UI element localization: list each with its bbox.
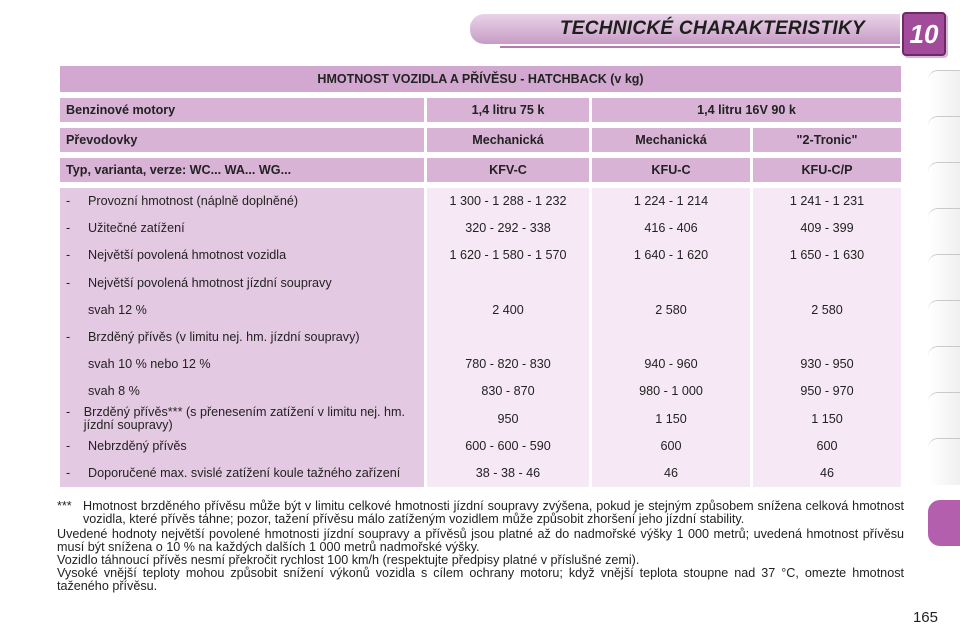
chapter-tab[interactable]: [928, 392, 960, 439]
table-cell: 46: [819, 465, 834, 480]
table-cell: 950 - 970: [800, 384, 854, 399]
type-label: Typ, varianta, verze: WC... WA... WG...: [60, 158, 424, 182]
type-col: KFU-C: [592, 158, 750, 182]
table-cell: 1 620 - 1 580 - 1 570: [449, 248, 567, 263]
values-col-kfv-c: [427, 188, 589, 487]
page-title: TECHNICKÉ CHARAKTERISTIKY: [559, 18, 865, 39]
table-cell: 38 - 38 - 46: [475, 465, 541, 480]
header-underline: [500, 46, 900, 48]
row-label: - Brzděný přívěs*** (s přenesením zatížení v limitu nej. hm. jízdní soupravy): [66, 405, 406, 433]
chapter-badge: 10: [902, 12, 946, 56]
footnote-mark: ***: [57, 499, 72, 513]
chapter-tab[interactable]: [928, 438, 960, 485]
table-row: [60, 98, 901, 122]
table-title: HMOTNOST VOZIDLA A PŘÍVĚSU - HATCHBACK (v kg): [60, 66, 901, 92]
table-cell: [759, 270, 895, 297]
type-col: KFV-C: [427, 158, 589, 182]
notes: [57, 500, 904, 593]
chapter-tab[interactable]: [928, 300, 960, 347]
table-cell: 46: [663, 465, 678, 480]
chapter-tab[interactable]: [928, 70, 960, 117]
page-header: [0, 0, 960, 62]
table-cell: 1 241 - 1 231: [789, 194, 865, 208]
table-cell: 600: [660, 438, 682, 453]
table-cell: 1 300 - 1 288 - 1 232: [449, 194, 567, 208]
chapter-tab[interactable]: [928, 254, 960, 301]
table-cell: 2 580: [655, 302, 687, 317]
engines-label: Benzinové motory: [60, 98, 424, 122]
table-cell: 409 - 399: [800, 221, 854, 236]
table-row: [60, 158, 901, 182]
table-cell: [433, 324, 583, 351]
row-label: - Největší povolená hmotnost jízdní soupravy: [66, 275, 332, 290]
gearbox-col: "2-Tronic": [753, 128, 901, 152]
table-cell: [598, 270, 744, 297]
engine-col: 1,4 litru 75 k: [427, 98, 589, 122]
table-cell: 320 - 292 - 338: [465, 221, 551, 236]
table-cell: 2 580: [811, 302, 843, 317]
chapter-tab[interactable]: [928, 162, 960, 209]
chapter-tab[interactable]: [928, 346, 960, 393]
table-row: [60, 128, 901, 152]
table-cell: [759, 324, 895, 351]
chapter-tab-active[interactable]: [928, 500, 960, 546]
chapter-tab-strip: [928, 70, 960, 590]
values-col-kfu-c: [592, 188, 750, 487]
notes-paragraphs: [57, 528, 904, 593]
table-cell: 1 224 - 1 214: [633, 194, 709, 208]
gearbox-col: Mechanická: [427, 128, 589, 152]
table-cell: 1 650 - 1 630: [789, 248, 865, 263]
table-cell: [433, 270, 583, 297]
row-label: - Užitečné zatížení: [66, 221, 185, 236]
row-label: - Nebrzděný přívěs: [66, 438, 187, 453]
engine-col: 1,4 litru 16V 90 k: [592, 98, 901, 122]
weights-table: [57, 64, 904, 489]
note-temperature: Vysoké vnější teploty mohou způsobit snížení výkonů vozidla s cílem ochrany motoru; když vnější teplota stoupne nad 37 °C, omezte hmotnost taženého přívěsu.: [57, 566, 904, 593]
chapter-tab[interactable]: [928, 208, 960, 255]
row-label: svah 8 %: [88, 384, 140, 399]
table-cell: 2 400: [492, 302, 524, 317]
gearbox-label: Převodovky: [60, 128, 424, 152]
table-cell: 950: [497, 411, 519, 426]
table-cell: 940 - 960: [644, 357, 698, 372]
table-cell: 1 150: [811, 411, 843, 426]
note-altitude: Uvedené hodnoty největší povolené hmotnosti jízdní soupravy a přívěsů jsou platné až do nadmořské výšky 1 000 metrů; uvedená hmotnost přívěsu musí být snížena o 10 % na každých dalších 1 000 metrů nadmořské výšky.: [57, 527, 904, 554]
table-cell: [598, 324, 744, 351]
chapter-tab[interactable]: [928, 116, 960, 163]
table-cell: 416 - 406: [644, 221, 698, 236]
row-label: svah 10 % nebo 12 %: [88, 357, 211, 372]
row-label: - Provozní hmotnost (náplně doplněné): [66, 194, 299, 208]
row-label: svah 12 %: [88, 302, 147, 317]
row-label: - Doporučené max. svislé zatížení koule tažného zařízení: [66, 465, 401, 480]
table-cell: 930 - 950: [800, 357, 854, 372]
table-cell: 600 - 600 - 590: [465, 438, 551, 453]
row-label: - Největší povolená hmotnost vozidla: [66, 248, 287, 263]
values-col-kfu-cp: [753, 188, 901, 487]
footnote: [57, 500, 904, 526]
gearbox-col: Mechanická: [592, 128, 750, 152]
table-cell: 830 - 870: [481, 384, 535, 399]
type-col: KFU-C/P: [753, 158, 901, 182]
row-label: - Brzděný přívěs (v limitu nej. hm. jízdní soupravy): [66, 329, 360, 344]
note-speed: Vozidlo táhnoucí přívěs nesmí překročit rychlost 100 km/h (respektujte předpisy platné v příslušné zemi).: [57, 553, 640, 567]
footnote-text: Hmotnost brzděného přívěsu může být v limitu celkové hmotnosti jízdní soupravy zvýšena, pokud je stejným způsobem snížena celková hmotnost vozidla, které přívěs táhne; pozor, tažení přívěsu málo zatíženým vozidlem může způsobit zhoršení jeho jízdní stability.: [83, 499, 904, 526]
row-labels: [60, 188, 424, 487]
table-cell: 780 - 820 - 830: [465, 357, 551, 372]
table-cell: 980 - 1 000: [639, 384, 703, 399]
table-cell: 600: [816, 438, 838, 453]
page-number: 165: [912, 609, 938, 626]
table-cell: 1 640 - 1 620: [633, 248, 709, 263]
table-cell: 1 150: [655, 411, 687, 426]
